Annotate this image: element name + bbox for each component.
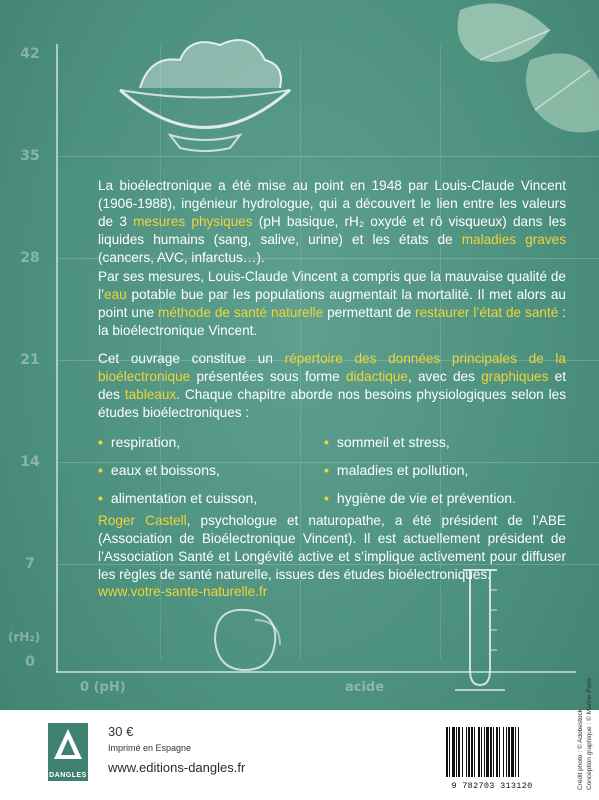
printed-in: Imprimé en Espagne — [108, 743, 192, 753]
barcode-bars — [440, 725, 544, 781]
topics-column-left — [98, 428, 257, 512]
text-run: permettant de — [323, 305, 416, 320]
isbn-number: 9 782703 313120 — [451, 781, 533, 791]
list-item: • maladies et pollution, — [324, 462, 469, 478]
text-run: présentées sous forme — [190, 369, 346, 384]
highlighted-text: méthode de santé naturelle — [158, 305, 324, 320]
text-run: Cet ouvrage constitue un — [98, 351, 285, 366]
price: 30 € — [108, 724, 134, 739]
publisher-website-link[interactable]: www.editions-dangles.fr — [108, 760, 246, 775]
publisher-logo-icon — [48, 723, 88, 769]
list-item: • hygiène de vie et prévention. — [324, 490, 516, 506]
highlighted-text: didactique — [345, 369, 408, 384]
text-run: La bioélectronique a été mise au point en 1948 par Louis-Claude Vincent (1906-1988), ingénieur hydrologue, qui a découvert le lien entre les valeurs de 3 — [98, 178, 566, 229]
text-run: et des — [98, 369, 566, 402]
vincent-paragraph — [98, 268, 566, 340]
text-run: Par ses mesures, Louis-Claude Vincent a compris que la mauvaise qualité de l’ — [98, 269, 566, 302]
author-paragraph — [98, 512, 566, 584]
y-axis-unit: (rH₂) — [8, 630, 41, 644]
list-item: • respiration, — [98, 434, 181, 450]
text-run: . Chaque chapitre aborde nos besoins physiologiques selon les études bioélectroniques : — [98, 387, 566, 420]
x-axis-acid-label: acide — [345, 680, 385, 695]
list-item: • alimentation et cuisson, — [98, 490, 258, 506]
credits — [576, 678, 594, 790]
bowl-illustration — [110, 20, 300, 160]
highlighted-text: restaurer l’état de santé — [415, 305, 559, 320]
y-tick-label: 28 — [20, 250, 40, 266]
y-tick-label: 21 — [20, 352, 40, 368]
text-run: , avec des — [407, 369, 482, 384]
author-website-link[interactable]: www.votre-sante-naturelle.fr — [98, 584, 268, 599]
list-item: • sommeil et stress, — [324, 434, 450, 450]
topics-column-right — [324, 428, 516, 512]
text-run: , psychologue et naturopathe, a été président de l’ABE (Association de Bioélectronique Vincent). Il est actuellement président de l’Association Santé et Longévité active et s’implique activement pour diffuser les règles de santé naturelle, issues des études bioélectroniques. — [98, 513, 566, 582]
x-axis-origin-label: 0 (pH) — [80, 680, 126, 695]
y-tick-label: 0 — [25, 654, 35, 670]
y-axis-line — [56, 44, 58, 672]
y-tick-label: 42 — [20, 46, 40, 62]
lemon-sketch — [200, 600, 290, 680]
publisher-logo-label: DANGLES — [49, 772, 87, 779]
text-run: (pH basique, rH₂ oxydé et rô visqueux) dans les liquides humains (sang, salive, urine) et les états de — [98, 214, 566, 247]
highlighted-text: mesures physiques — [133, 214, 253, 229]
highlighted-text: répertoire des données principales de la bioélectronique — [98, 351, 566, 384]
y-tick-label: 35 — [20, 148, 40, 164]
y-tick-label: 7 — [25, 556, 35, 572]
design-credit: Conception graphique : © Marine Paris — [586, 677, 593, 790]
highlighted-text: Roger Castell — [98, 513, 187, 528]
list-item: • eaux et boissons, — [98, 462, 220, 478]
text-run: : la bioélectronique Vincent. — [98, 305, 566, 338]
text-run: (cancers, AVC, infarctus…). — [98, 250, 265, 265]
photo-credit: Crédit photo : © Adobestock — [577, 708, 584, 790]
intro-paragraph — [98, 177, 566, 267]
highlighted-text: maladies graves — [461, 232, 566, 247]
text-run: potable bue par les populations augmentait la mortalité. Il met alors au point une — [98, 287, 566, 320]
y-tick-label: 14 — [20, 454, 40, 470]
highlighted-text: tableaux — [124, 387, 177, 402]
highlighted-text: eau — [104, 287, 127, 302]
book-description-paragraph — [98, 350, 566, 422]
highlighted-text: graphiques — [481, 369, 549, 384]
mint-leaves-illustration — [420, 0, 599, 150]
